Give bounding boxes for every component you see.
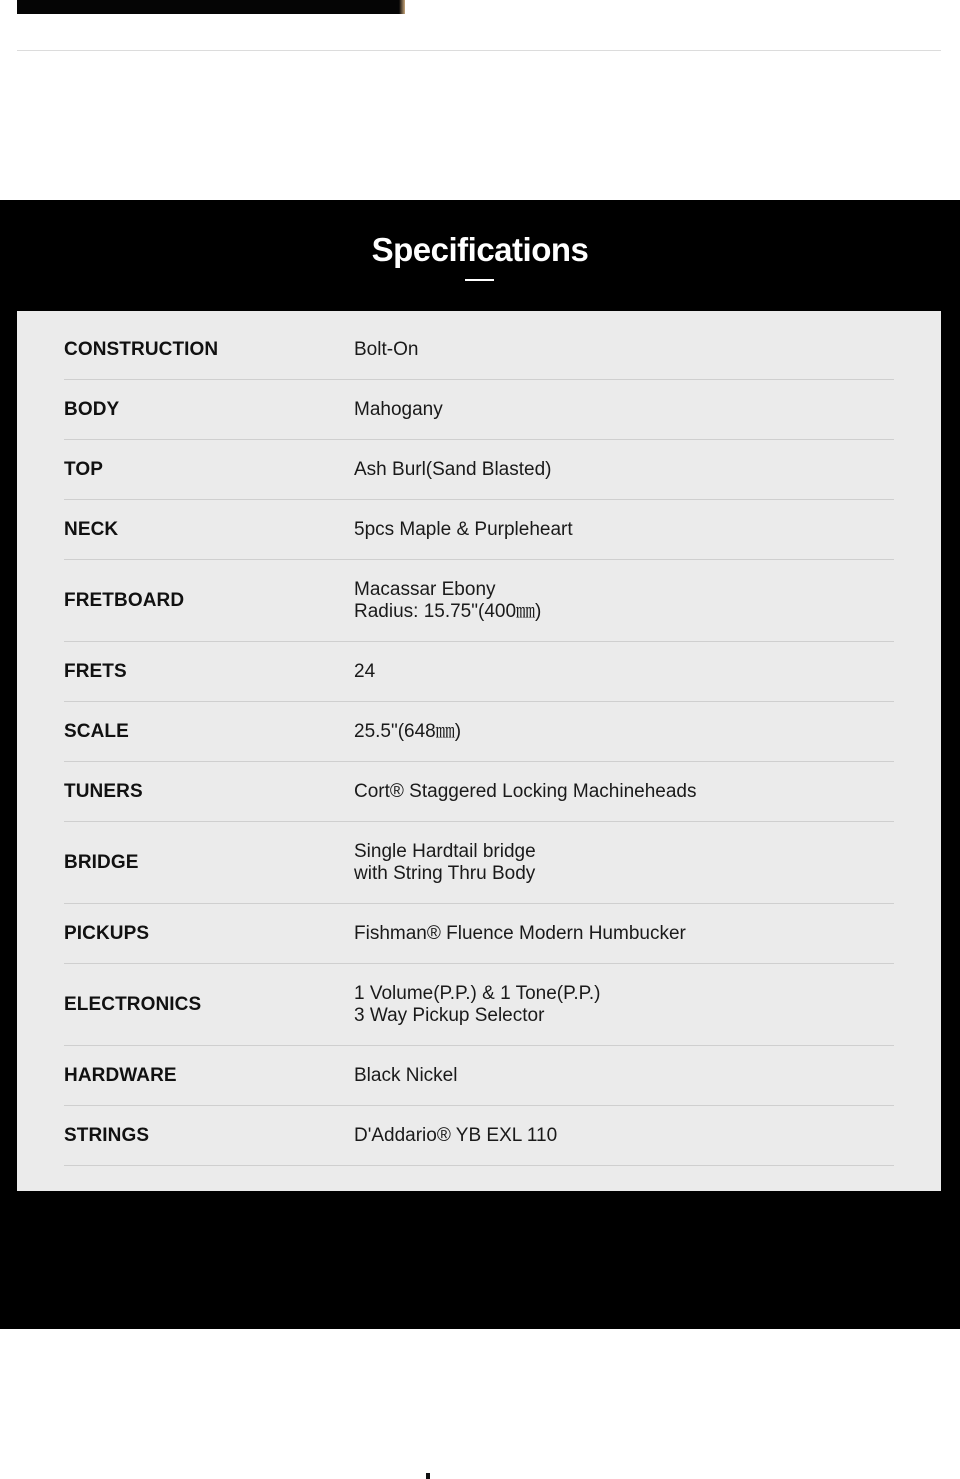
- product-image-bottom-edge: [17, 0, 405, 14]
- spec-label: CONSTRUCTION: [64, 338, 219, 360]
- spec-value-line: Ash Burl(Sand Blasted): [354, 458, 552, 480]
- spec-value-line: Radius: 15.75"(400㎜): [354, 600, 542, 622]
- spec-value: [354, 923, 894, 945]
- spec-row-body: [64, 380, 894, 440]
- spec-value-line: 5pcs Maple & Purpleheart: [354, 518, 573, 540]
- spec-value-line: with String Thru Body: [354, 862, 536, 884]
- spec-value-line: Single Hardtail bridge: [354, 840, 536, 862]
- next-section-mark: [426, 1473, 430, 1479]
- spec-value: [354, 721, 894, 743]
- spec-value: [354, 459, 894, 481]
- spec-table: [64, 320, 894, 1166]
- spec-value-line: Mahogany: [354, 398, 443, 420]
- spec-label: BODY: [64, 398, 120, 420]
- spec-value: [354, 841, 894, 885]
- spec-label: BRIDGE: [64, 851, 139, 873]
- spec-row-electronics: [64, 964, 894, 1046]
- specifications-section: [0, 200, 960, 1329]
- spec-row-strings: [64, 1106, 894, 1166]
- section-title: Specifications: [371, 231, 589, 268]
- spec-label: ELECTRONICS: [64, 993, 202, 1015]
- spec-value-line: 3 Way Pickup Selector: [354, 1004, 545, 1026]
- spec-value: [354, 1125, 894, 1147]
- spec-value-line: 25.5"(648㎜): [354, 720, 462, 742]
- section-divider: [17, 50, 941, 51]
- spec-value: [354, 983, 894, 1027]
- spec-row-hardware: [64, 1046, 894, 1106]
- spec-value: [354, 781, 894, 803]
- spec-label: FRETS: [64, 660, 127, 682]
- spec-label: TUNERS: [64, 780, 143, 802]
- spec-row-bridge: [64, 822, 894, 904]
- spec-label: TOP: [64, 458, 104, 480]
- spec-row-frets: [64, 642, 894, 702]
- spec-value: [354, 579, 894, 623]
- spec-row-pickups: [64, 904, 894, 964]
- spec-row-top: [64, 440, 894, 500]
- spec-value-line: 1 Volume(P.P.) & 1 Tone(P.P.): [354, 982, 601, 1004]
- spec-value: [354, 339, 894, 361]
- spec-label: STRINGS: [64, 1124, 150, 1146]
- spec-value: [354, 1065, 894, 1087]
- spec-label: HARDWARE: [64, 1064, 177, 1086]
- spec-value: [354, 519, 894, 541]
- spec-value-line: 24: [354, 660, 376, 682]
- spec-value: [354, 399, 894, 421]
- spec-value-line: Cort® Staggered Locking Machineheads: [354, 780, 697, 802]
- title-underline: [465, 279, 494, 281]
- spec-row-scale: [64, 702, 894, 762]
- spec-panel: [17, 311, 941, 1191]
- spec-row-tuners: [64, 762, 894, 822]
- spec-value-line: Bolt-On: [354, 338, 419, 360]
- spec-row-fretboard: [64, 560, 894, 642]
- spec-value-line: Macassar Ebony: [354, 578, 496, 600]
- spec-value-line: D'Addario® YB EXL 110: [354, 1124, 558, 1146]
- spec-value-line: Black Nickel: [354, 1064, 458, 1086]
- spec-label: PICKUPS: [64, 922, 150, 944]
- spec-label: FRETBOARD: [64, 589, 185, 611]
- spec-label: NECK: [64, 518, 119, 540]
- spec-row-neck: [64, 500, 894, 560]
- spec-value: [354, 661, 894, 683]
- spec-row-construction: [64, 320, 894, 380]
- spec-label: SCALE: [64, 720, 129, 742]
- spec-value-line: Fishman® Fluence Modern Humbucker: [354, 922, 686, 944]
